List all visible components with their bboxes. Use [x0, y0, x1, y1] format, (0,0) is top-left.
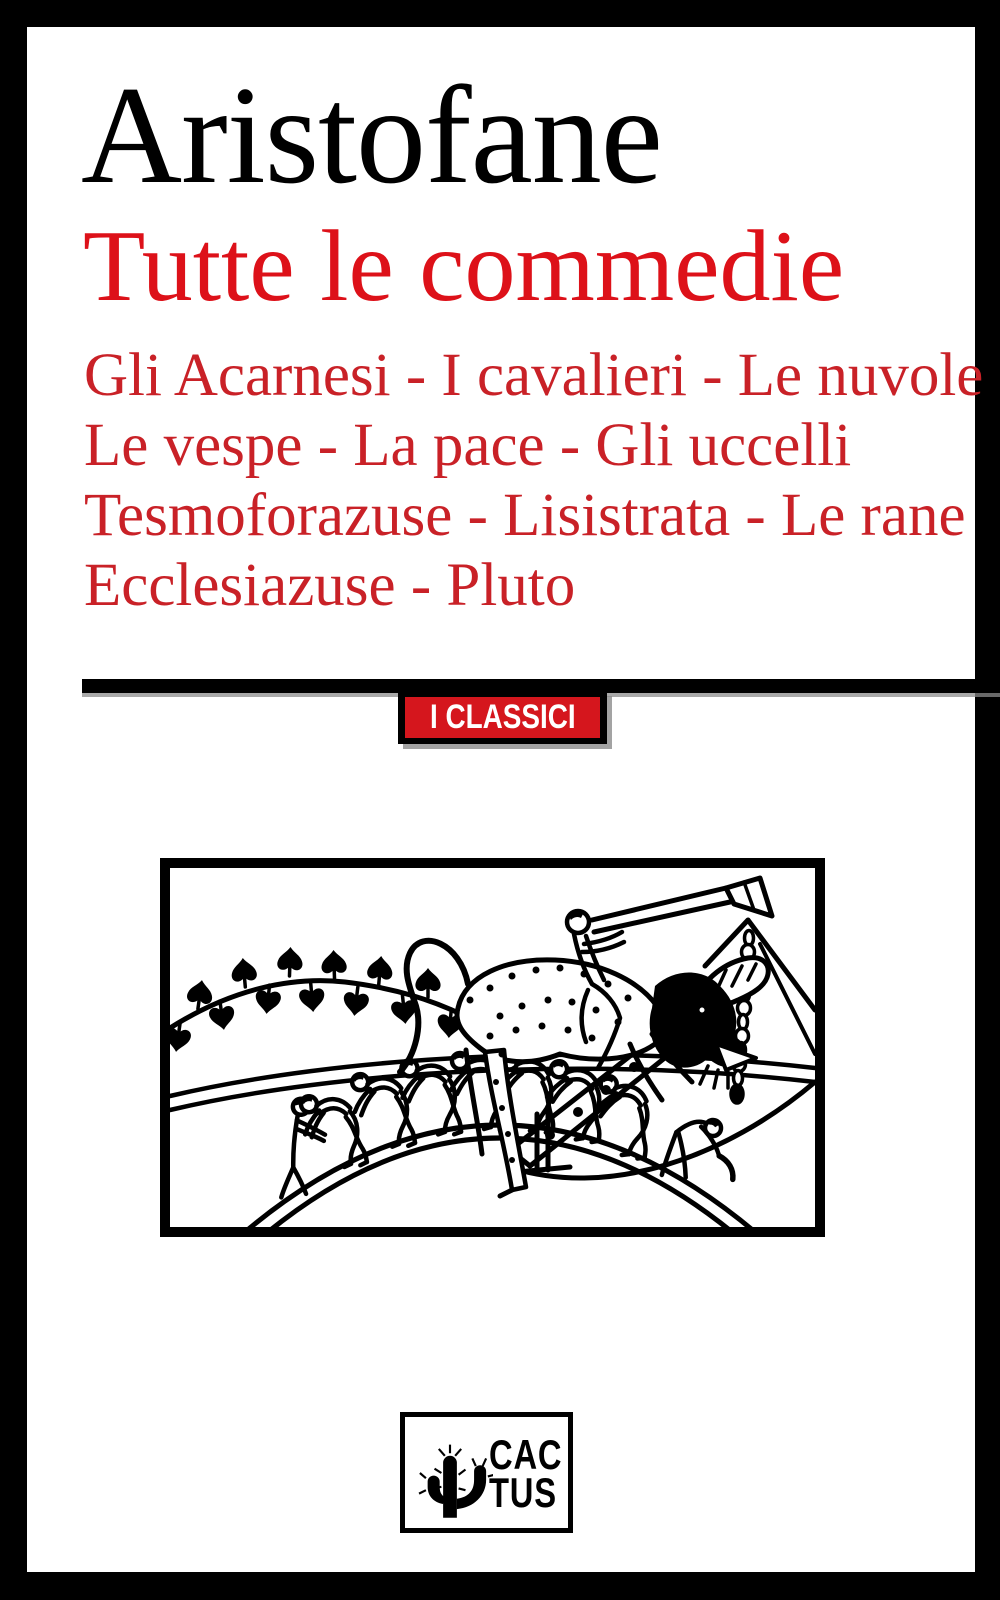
publisher-logo [400, 1412, 573, 1533]
work-line: Gli Acarnesi - I cavalieri - Le nuvole [84, 342, 984, 409]
series-badge-label: I CLASSICI [429, 698, 576, 736]
author-name: Aristofane [81, 58, 662, 213]
work-line: Ecclesiazuse - Pluto [84, 552, 576, 619]
publisher-line1: CAC [489, 1430, 563, 1478]
publisher-wordmark [489, 1430, 563, 1516]
cover-illustration [160, 858, 825, 1237]
work-line: Le vespe - La pace - Gli uccelli [84, 412, 852, 479]
series-badge-background [405, 697, 600, 738]
works-list [84, 341, 983, 621]
series-badge [398, 691, 607, 744]
publisher-line2: TUS [489, 1468, 557, 1516]
cactus-icon [407, 1421, 493, 1525]
page-frame [27, 27, 984, 1572]
illustration-frame [160, 858, 825, 1237]
book-title: Tutte le commedie [83, 210, 845, 323]
work-line: Tesmoforazuse - Lisistrata - Le rane [84, 482, 966, 549]
lion-eye [698, 1006, 706, 1014]
